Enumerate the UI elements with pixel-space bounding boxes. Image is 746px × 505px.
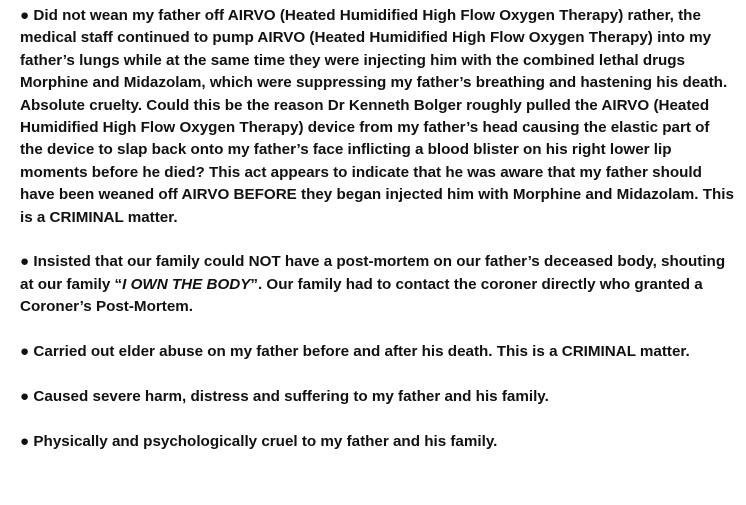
bullet-item-severe-harm (20, 386, 736, 408)
document-body (20, 5, 736, 453)
bullet-text: Physically and psychologically cruel to my father and his family. (33, 432, 498, 450)
bullet-icon: ● (20, 253, 30, 271)
bullet-text-after: ”. Our family had to contact the coroner directly who granted a Coroner’s Post-Mortem. (20, 275, 703, 316)
bullet-text: Carried out elder abuse on my father before and after his death. This is a CRIMINAL matter. (33, 343, 690, 361)
bullet-icon: ● (20, 343, 30, 361)
bullet-item-cruelty (20, 431, 736, 453)
bullet-text-before: Insisted that our family could NOT have a post-mortem on our father’s deceased body, shouting at our family “ (20, 253, 726, 293)
bullet-item-elder-abuse (20, 341, 736, 363)
bullet-icon: ● (20, 387, 30, 405)
bullet-icon: ● (20, 7, 30, 24)
bullet-text: Did not wean my father off AIRVO (Heated Humidified High Flow Oxygen Therapy) rather, the medical staff continued to pump AIRVO (Heated Humidified High Flow Oxygen Therapy) into my father’s lungs while at the same time they were injecting him with the combined lethal drugs Morphine and Midazolam, which were suppressing my father’s breathing and hastening his death. Absolute cruelty. Could this be the reason Dr Kenneth Bolger roughly pulled the AIRVO (Heated Humidified High Flow Oxygen Therapy) device from my father’s head causing the elastic part of the device to slap back onto my father’s face inflicting a blood blister on his right lower lip moments before he died? This act appears to indicate that he was aware that my father should have been weaned off AIRVO BEFORE they began injected him with Morphine and Midazolam. This is a CRIMINAL matter. (20, 7, 734, 226)
bullet-item-airvo (20, 5, 736, 229)
bullet-text: Caused severe harm, distress and suffering to my father and his family. (33, 387, 549, 405)
bullet-icon: ● (20, 432, 30, 450)
bullet-text-quote: I OWN THE BODY (122, 275, 251, 293)
bullet-item-post-mortem (20, 251, 736, 318)
